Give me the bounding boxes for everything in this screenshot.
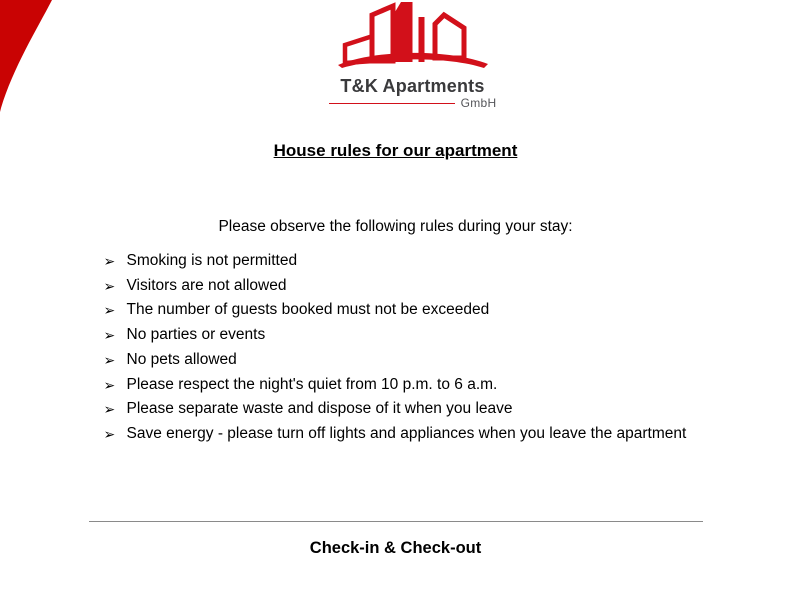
arrow-bullet-icon: ➢: [103, 253, 116, 269]
logo-underline: [329, 103, 455, 105]
intro-text: Please observe the following rules during your stay:: [218, 218, 573, 235]
section-divider: [89, 521, 703, 522]
rule-item: [104, 249, 712, 274]
company-suffix-row: [329, 97, 497, 110]
rule-text: No parties or events: [126, 326, 266, 344]
rule-text: Please separate waste and dispose of it when you leave: [126, 400, 513, 418]
rule-text: The number of guests booked must not be exceeded: [126, 301, 490, 319]
arrow-bullet-icon: ➢: [103, 425, 116, 442]
page-title: House rules for our apartment: [273, 141, 518, 160]
rules-list: [80, 249, 712, 447]
rule-text: Save energy - please turn off lights and appliances when you leave the apartment: [126, 424, 687, 442]
arrow-bullet-icon: ➢: [103, 376, 116, 393]
arrow-bullet-icon: ➢: [103, 401, 116, 418]
rule-item: [104, 323, 712, 348]
rule-item: [104, 373, 712, 398]
corner-swoosh-decoration: [0, 0, 60, 112]
rule-text: Please respect the night's quiet from 10 p.m. to 6 a.m.: [126, 375, 498, 393]
rule-item: [104, 274, 712, 299]
company-suffix: GmbH: [460, 96, 497, 110]
rule-item: [104, 298, 712, 323]
arrow-bullet-icon: ➢: [103, 351, 116, 368]
checkin-checkout-heading: Check-in & Check-out: [309, 538, 482, 557]
rule-text: No pets allowed: [126, 350, 237, 368]
arrow-bullet-icon: ➢: [103, 327, 116, 344]
arrow-bullet-icon: ➢: [103, 277, 116, 294]
buildings-logo-icon: [337, 0, 489, 74]
company-logo: [318, 0, 508, 110]
rule-item: [104, 422, 712, 447]
rule-text: Smoking is not permitted: [126, 252, 298, 269]
rule-item: [104, 348, 712, 373]
arrow-bullet-icon: ➢: [103, 302, 116, 319]
rule-item: [104, 397, 712, 422]
rule-text: Visitors are not allowed: [126, 276, 287, 294]
company-name: T&K Apartments: [340, 76, 485, 96]
